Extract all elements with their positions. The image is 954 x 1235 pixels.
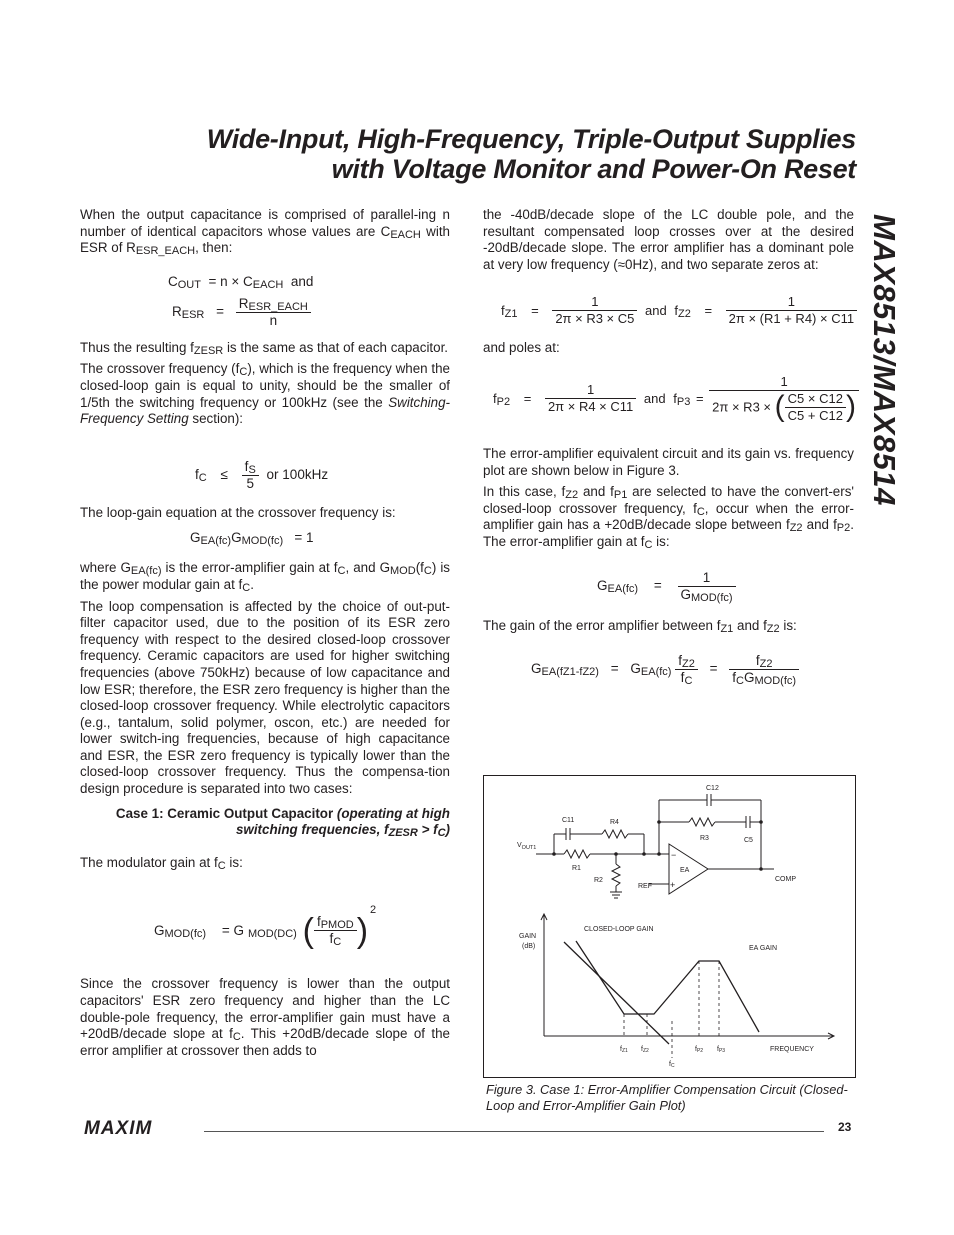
equation-poles: $f_{P2}$ = $\frac{1}{2\pi \times R4 \times C11}$ and $f_{P3}$ = 1 2π × R3 × ( $\frac{C5 \times C12}{C5 + C12}$ )	[483, 362, 854, 446]
paragraph: In this case, $f_{Z2}$ and $f_{P1}$ are selected to have the convert-ers' closed-loop crossover frequency, $f_C$, occur when the error-amplifier gain has a +20dB/decade slope between $f_{Z2}$ and $f_{P2}$. The error-amplifier gain at $f_C$ is:	[483, 484, 854, 551]
label-plus: +	[670, 880, 676, 890]
label-db: (dB)	[522, 943, 536, 950]
paragraph: the -40dB/decade slope of the LC double pole, and the resultant compensated loop crosses over at the desired -20dB/decade slope. The error amplifier has a dominant pole at very low frequency (≈0Hz), and two separate zeros at:	[483, 207, 854, 272]
title-line-2: with Voltage Monitor and Power-On Reset	[331, 154, 856, 184]
equation-gea: $G_{EA(fc)}$ = $\frac{1}{G_{MOD(fc)}}$	[483, 556, 854, 618]
page-number: 23	[838, 1120, 852, 1134]
frequency-markers	[624, 961, 719, 1058]
case-1-heading: Case 1: Ceramic Output Capacitor (operating at high switching frequencies, $f_{ZESR} > f_C$)	[115, 805, 450, 840]
label-ea: EA	[680, 867, 690, 874]
label-r2: R2	[594, 877, 603, 884]
junction-dots	[552, 820, 763, 871]
label-c5: C5	[744, 837, 753, 844]
label-comp: COMP	[775, 876, 796, 883]
figure-caption: Figure 3. Case 1: Error-Amplifier Compensation Circuit (Closed-Loop and Error-Amplifier Gain Plot)	[486, 1082, 848, 1113]
label-fz1: fZ1	[620, 1046, 628, 1054]
paragraph: When the output capacitance is comprised of parallel-ing n number of identical capacitors whose values are $C_{EACH}$ with ESR of $R_{ESR\_EACH}$, then:	[80, 207, 450, 258]
label-vout: $V_{OUT1}$	[517, 842, 537, 851]
paragraph: The loop-gain equation at the crossover frequency is:	[80, 504, 396, 520]
label-ref: REF	[638, 883, 652, 890]
closed-loop-gain-curve	[564, 942, 669, 1044]
label-minus: −	[671, 850, 677, 860]
label-c12: C12	[706, 785, 719, 792]
paragraph: and poles at:	[483, 340, 560, 356]
label-frequency: FREQUENCY	[770, 1046, 814, 1053]
equation-cout: $C_{OUT} = n \times C_{EACH}$ and $R_{ESR}$ = $\frac{R_{ESR\_EACH}}{n}$	[168, 273, 314, 328]
maxim-logo: MAXIM	[84, 1118, 153, 1139]
side-title: MAX8513/MAX8514	[867, 214, 902, 506]
paragraph: The gain of the error amplifier between $f_{Z1}$ and $f_{Z2}$ is:	[483, 617, 797, 635]
paragraph: The crossover frequency $(f_C)$, which is the frequency when the closed-loop gain is equal to unity, should be the smaller of 1/5th the switching frequency or 100kHz (see the Switching-Frequency Setting section):	[80, 361, 450, 427]
label-fp2: fP2	[695, 1046, 704, 1054]
label-c11: C11	[562, 817, 575, 824]
label-fp3: fP3	[717, 1046, 726, 1054]
label-closed-loop-gain: CLOSED-LOOP GAIN	[584, 926, 654, 933]
equation-loop-gain: $G_{EA(fc)}G_{MOD(fc)}$ = 1	[190, 530, 314, 548]
label-gain: GAIN	[519, 933, 537, 940]
left-column	[80, 207, 450, 1064]
circuit-schematic	[536, 794, 774, 898]
label-fz2: fZ2	[641, 1046, 649, 1054]
label-r3: R3	[700, 835, 709, 842]
label-ea-gain: EA GAIN	[749, 945, 778, 952]
equation-gmod: $G_{MOD(fc)} = G$ $_{MOD(DC)}$ ( $\frac{f_{PMOD}}{f_C}$ )$^2$	[154, 903, 377, 950]
label-r4: R4	[610, 819, 619, 826]
label-fc: fC	[669, 1061, 675, 1069]
page-title	[207, 124, 856, 184]
equation-gea-range: $G_{EA(fZ1-fZ2)} = G_{EA(fc)}$ $\frac{f_{Z2}}{f_C}$ = $\frac{f_{Z2}}{f_CG_{MOD(fc)}}$	[483, 639, 854, 709]
equation-fc: $f_C$ ≤ $\frac{f_S}{5}$ or 100kHz	[195, 458, 329, 491]
paragraph: Since the crossover frequency is lower than the output capacitors' ESR zero frequency and higher than the LC double-pole frequency, the error-amplifier gain must have a +20dB/decade slope at $f_C$. This +20dB/decade slope of the error amplifier at crossover then adds to	[80, 976, 451, 1058]
paragraph: where $G_{EA(fc)}$ is the error-amplifier gain at $f_C$, and $G_{MOD}(f_C)$ is the power modular gain at $f_C$.	[80, 560, 450, 594]
footer-rule	[204, 1131, 824, 1132]
right-column	[483, 207, 854, 709]
figure-3	[483, 775, 856, 1078]
paragraph: The modulator gain at $f_C$ is:	[80, 854, 243, 872]
title-line-1: Wide-Input, High-Frequency, Triple-Output Supplies	[206, 124, 856, 154]
paragraph: Thus the resulting $f_{ZESR}$ is the same as that of each capacitor.	[80, 339, 449, 357]
ea-gain-curve	[576, 941, 759, 1032]
equation-zeros: $f_{Z1}$ = $\frac{1}{2\pi \times R3 \times C5}$ and $f_{Z2}$ = $\frac{1}{2\pi \times (R1 + R4) \times C11}$	[483, 278, 854, 340]
paragraph: The loop compensation is affected by the choice of out-put-filter capacitor used, due to the position of its ESR zero frequency with respect to the desired closed-loop crossover frequency. Ceramic capacitors are used for higher switching frequencies (above 750kHz) because of low capacitance and low ESR; therefore, the ESR zero frequency is higher than the closed-loop crossover frequency. While electrolytic capacitors (e.g., tantalum, solid polymer, oscon, etc.) are needed for lower switch-ing frequencies, because of high capacitance and ESR, the ESR zero frequency is typically lower than the closed-loop crossover frequency. Thus the compensa-tion design procedure is separated into two cases:	[80, 598, 450, 797]
paragraph: The error-amplifier equivalent circuit and its gain vs. frequency plot are shown below in Figure 3.	[483, 445, 854, 478]
label-r1: R1	[572, 865, 581, 872]
